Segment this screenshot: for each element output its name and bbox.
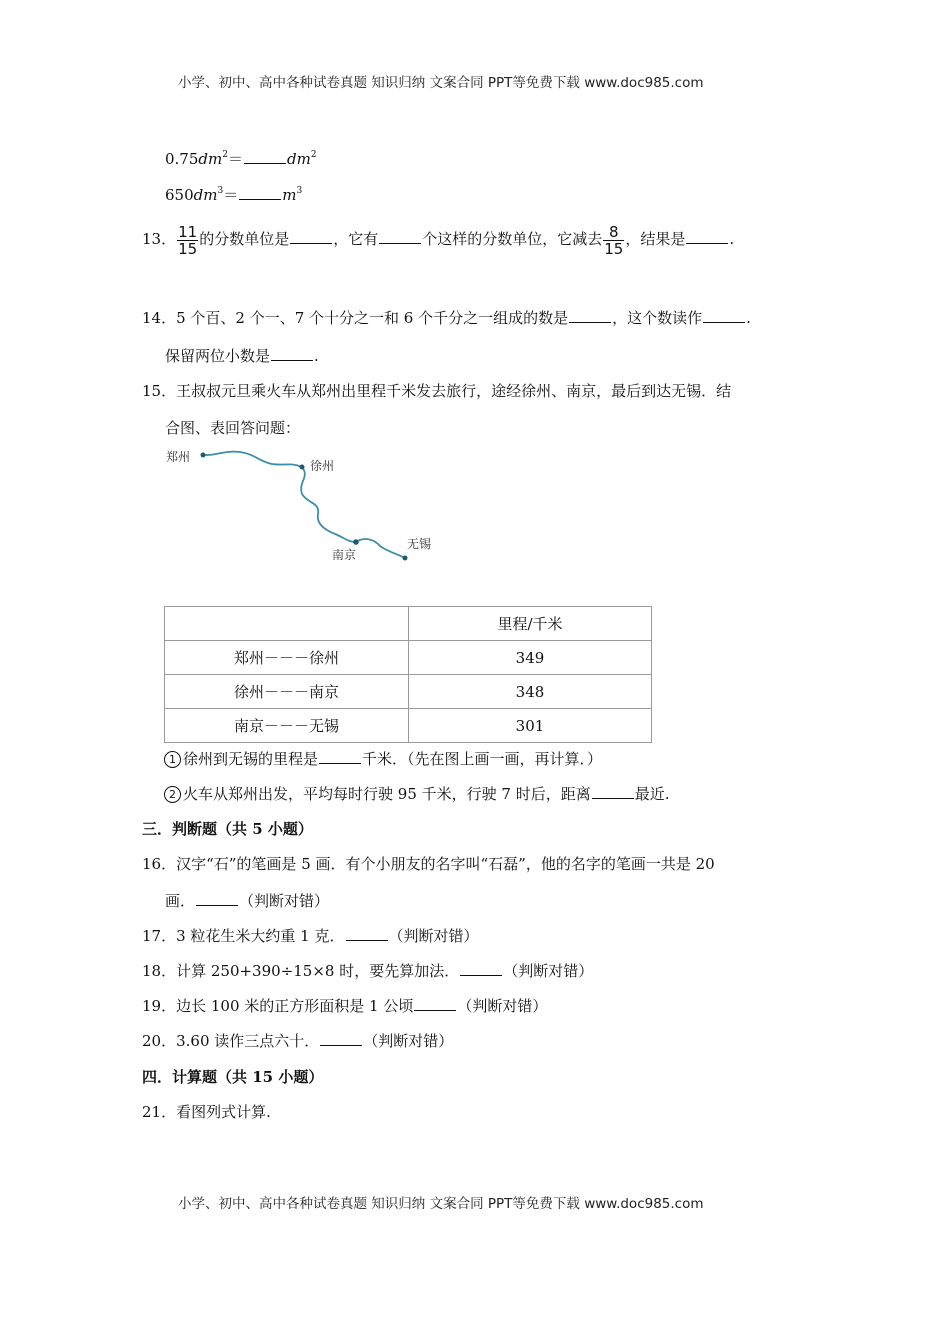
question-17: 17．3 粒花生米大约重 1 克． （判断对错）: [142, 927, 479, 945]
answer-blank[interactable]: [319, 749, 361, 764]
city-dot-nanjing: [353, 539, 359, 545]
question-18: 18．计算 250+390÷15×8 时，要先算加法． （判断对错）: [142, 962, 594, 980]
city-label-nanjing: 南京: [332, 548, 357, 562]
table-header-cell: 里程/千米: [409, 607, 652, 641]
circled-number-1: 1: [164, 751, 181, 768]
question-16: 16．汉字“石”的笔画是 5 画．有个小朋友的名字叫“石磊”，他的名字的笔画一共是 20: [142, 855, 715, 873]
question-15-part-2: 2 火车从郑州出发，平均每时行驶 95 千米，行驶 7 时后，距离 最近.: [164, 783, 670, 804]
question-14-line-2: 保留两位小数是 .: [165, 347, 319, 365]
table-row: [165, 641, 652, 675]
railway-line: [356, 539, 405, 558]
railway-line: [203, 452, 302, 467]
section-4-title: 四．计算题（共 15 小题）: [142, 1068, 324, 1086]
answer-blank[interactable]: [239, 185, 281, 200]
question-21: 21．看图列式计算.: [142, 1103, 271, 1121]
circled-number-2: 2: [164, 786, 181, 803]
section-3-title: 三．判断题（共 5 小题）: [142, 820, 313, 838]
question-19: 19．边长 100 米的正方形面积是 1 公顷 （判断对错）: [142, 997, 548, 1015]
city-dot-zhengzhou: [201, 453, 206, 458]
q12-line-1: $0.75dm^2= dm^2$: [165, 150, 317, 168]
question-15-part-1: 1 徐州到无锡的里程是 千米．（先在图上画一画，再计算．）: [164, 748, 602, 769]
city-label-wuxi: 无锡: [407, 537, 432, 551]
answer-blank[interactable]: [196, 891, 238, 906]
answer-blank[interactable]: [379, 229, 421, 244]
question-15-line-2: 合图、表回答问题：: [165, 419, 301, 437]
page-header: 小学、初中、高中各种试卷真题 知识归纳 文案合同 PPT等免费下载 www.doc985.com: [178, 75, 704, 91]
distance-cell: 301: [409, 709, 652, 743]
fraction-11-15: $\frac{11}{15}$: [178, 222, 198, 258]
railway-line: [301, 467, 356, 542]
answer-blank[interactable]: [271, 346, 313, 361]
answer-blank[interactable]: [569, 308, 611, 323]
city-label-zhengzhou: 郑州: [166, 450, 191, 464]
question-14: 14．5 个百、2 个一、7 个十分之一和 6 个千分之一组成的数是 ，这个数读作 .: [142, 309, 751, 327]
answer-blank[interactable]: [244, 149, 286, 164]
answer-blank[interactable]: [460, 961, 502, 976]
question-13: 13． $\frac{11}{15}$ 的分数单位是 ，它有 个这样的分数单位，它减去 $\frac{8}{15}$ ，结果是 .: [142, 222, 735, 258]
distance-cell: 348: [409, 675, 652, 709]
question-20: 20．3.60 读作三点六十． （判断对错）: [142, 1032, 454, 1050]
route-cell: 南京－－－无锡: [165, 709, 409, 743]
distance-cell: 349: [409, 641, 652, 675]
page-footer: 小学、初中、高中各种试卷真题 知识归纳 文案合同 PPT等免费下载 www.doc985.com: [178, 1196, 704, 1212]
answer-blank[interactable]: [320, 1031, 362, 1046]
answer-blank[interactable]: [703, 308, 745, 323]
question-16-line-2: 画． （判断对错）: [165, 892, 330, 910]
fraction-8-15: $\frac{8}{15}$: [604, 222, 624, 258]
answer-blank[interactable]: [290, 229, 332, 244]
city-dot-xuzhou: [300, 465, 305, 470]
city-label-xuzhou: 徐州: [310, 459, 335, 473]
route-map: [160, 442, 445, 572]
answer-blank[interactable]: [592, 784, 634, 799]
distance-table: [164, 606, 652, 743]
q12-line-2: $650dm^3= m^3$: [165, 186, 303, 204]
city-dot-wuxi: [403, 556, 408, 561]
table-header-row: [165, 607, 652, 641]
answer-blank[interactable]: [346, 926, 388, 941]
question-15: 15．王叔叔元旦乘火车从郑州出里程千米发去旅行，途经徐州、南京，最后到达无锡．结: [142, 382, 732, 400]
route-cell: 徐州－－－南京: [165, 675, 409, 709]
table-header-cell: [165, 607, 409, 641]
answer-blank[interactable]: [414, 996, 456, 1011]
table-row: [165, 709, 652, 743]
table-row: [165, 675, 652, 709]
route-cell: 郑州－－－徐州: [165, 641, 409, 675]
answer-blank[interactable]: [686, 229, 728, 244]
